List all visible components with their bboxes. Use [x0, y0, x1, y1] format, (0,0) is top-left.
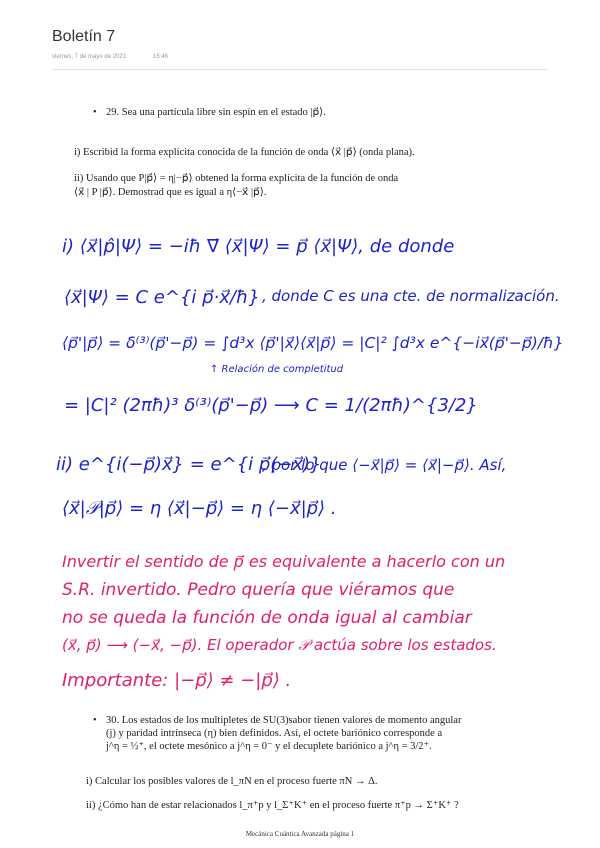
page-date: viernes, 7 de mayo de 2021 [52, 54, 127, 60]
problem-30-part-i: i) Calcular los posibles valores de l_πN en el proceso fuerte πN → Δ. [86, 776, 378, 787]
note-pink-line-4: (x⃗, p⃗) ⟶ (−x⃗, −p⃗). El operador 𝒫 actúa sobre los estados. [62, 636, 497, 654]
header-divider [52, 69, 548, 70]
problem-30-line3: j^η = ½⁺, el octete mesónico a j^η = 0⁻ y el decuplete bariónico a j^η = 3/2⁺. [106, 741, 432, 752]
note-blue-line-8: ⟨x⃗|𝒫|p⃗⟩ = η ⟨x⃗|−p⃗⟩ = η ⟨−x⃗|p⃗⟩ . [62, 498, 337, 519]
note-pink-line-1: Invertir el sentido de p⃗ es equivalente a hacerlo con un [62, 552, 506, 571]
note-blue-line-2: ⟨x⃗|Ψ⟩ = C e^{i p⃗·x⃗/ħ} [64, 287, 260, 308]
note-pink-line-2: S.R. invertido. Pedro quería que viéramos que [62, 580, 455, 600]
note-blue-line-3: , donde C es una cte. de normalización. [262, 287, 560, 305]
page-title: Boletín 7 [52, 28, 116, 45]
problem-30-line2: (j) y paridad intrínseca (η) bien definidos. Así, el octete bariónico corresponde a [106, 728, 443, 739]
page-time: 15:46 [153, 54, 169, 60]
note-blue-line-7: , por lo que ⟨−x⃗|p⃗⟩ = ⟨x⃗|−p⃗⟩. Así, [262, 456, 507, 474]
page-footer: Mecánica Cuántica Avanzada página 1 [245, 830, 355, 838]
problem-29-part-ii-line2: ⟨x⃗ | P |p⃗⟩. Demostrad que es igual a η⟨−x⃗ |p⃗⟩. [74, 187, 267, 198]
problem-30-line1: • 30. Los estados de los multipletes de SU(3)sabor tienen valores de momento angular [106, 714, 461, 727]
note-pink-line-5: Importante: |−p⃗⟩ ≠ −|p⃗⟩ . [62, 670, 292, 691]
note-blue-annotation: ↑ Relación de completitud [210, 364, 344, 375]
problem-29-part-i: i) Escribid la forma explícita conocida de la función de onda ⟨x⃗ |p⃗⟩ (onda plana). [74, 147, 415, 158]
note-blue-line-6: ii) e^{i(−p⃗)x⃗} = e^{i p⃗(−x⃗)} [56, 454, 322, 475]
problem-29-statement: • 29. Sea una partícula libre sin espín en el estado |p⃗⟩. [106, 106, 326, 119]
problem-30-part-ii: ii) ¿Cómo han de estar relacionados l_π⁺p y l_Σ⁺K⁺ en el proceso fuerte π⁺p → Σ⁺K⁺ ? [86, 800, 459, 811]
note-blue-line-1: i) ⟨x⃗|p̂|Ψ⟩ = −iħ ∇⃗ ⟨x⃗|Ψ⟩ = p⃗ ⟨x⃗|Ψ⟩, de donde [62, 236, 455, 257]
problem-29-part-ii-line1: ii) Usando que P|p⃗⟩ = η|−p⃗⟩ obtened la forma explícita de la función de onda [74, 173, 399, 184]
note-blue-line-5: = |C|² (2πħ)³ δ⁽³⁾(p⃗'−p⃗) ⟶ C = 1/(2πħ)^{3/2} [64, 395, 478, 416]
note-pink-line-3: no se queda la función de onda igual al cambiar [62, 608, 472, 628]
note-blue-line-4: ⟨p⃗'|p⃗⟩ = δ⁽³⁾(p⃗'−p⃗) = ∫d³x ⟨p⃗'|x⃗⟩⟨x⃗|p⃗⟩ = |C|² ∫d³x e^{−ix⃗(p⃗'−p⃗)/ħ} [62, 334, 564, 352]
